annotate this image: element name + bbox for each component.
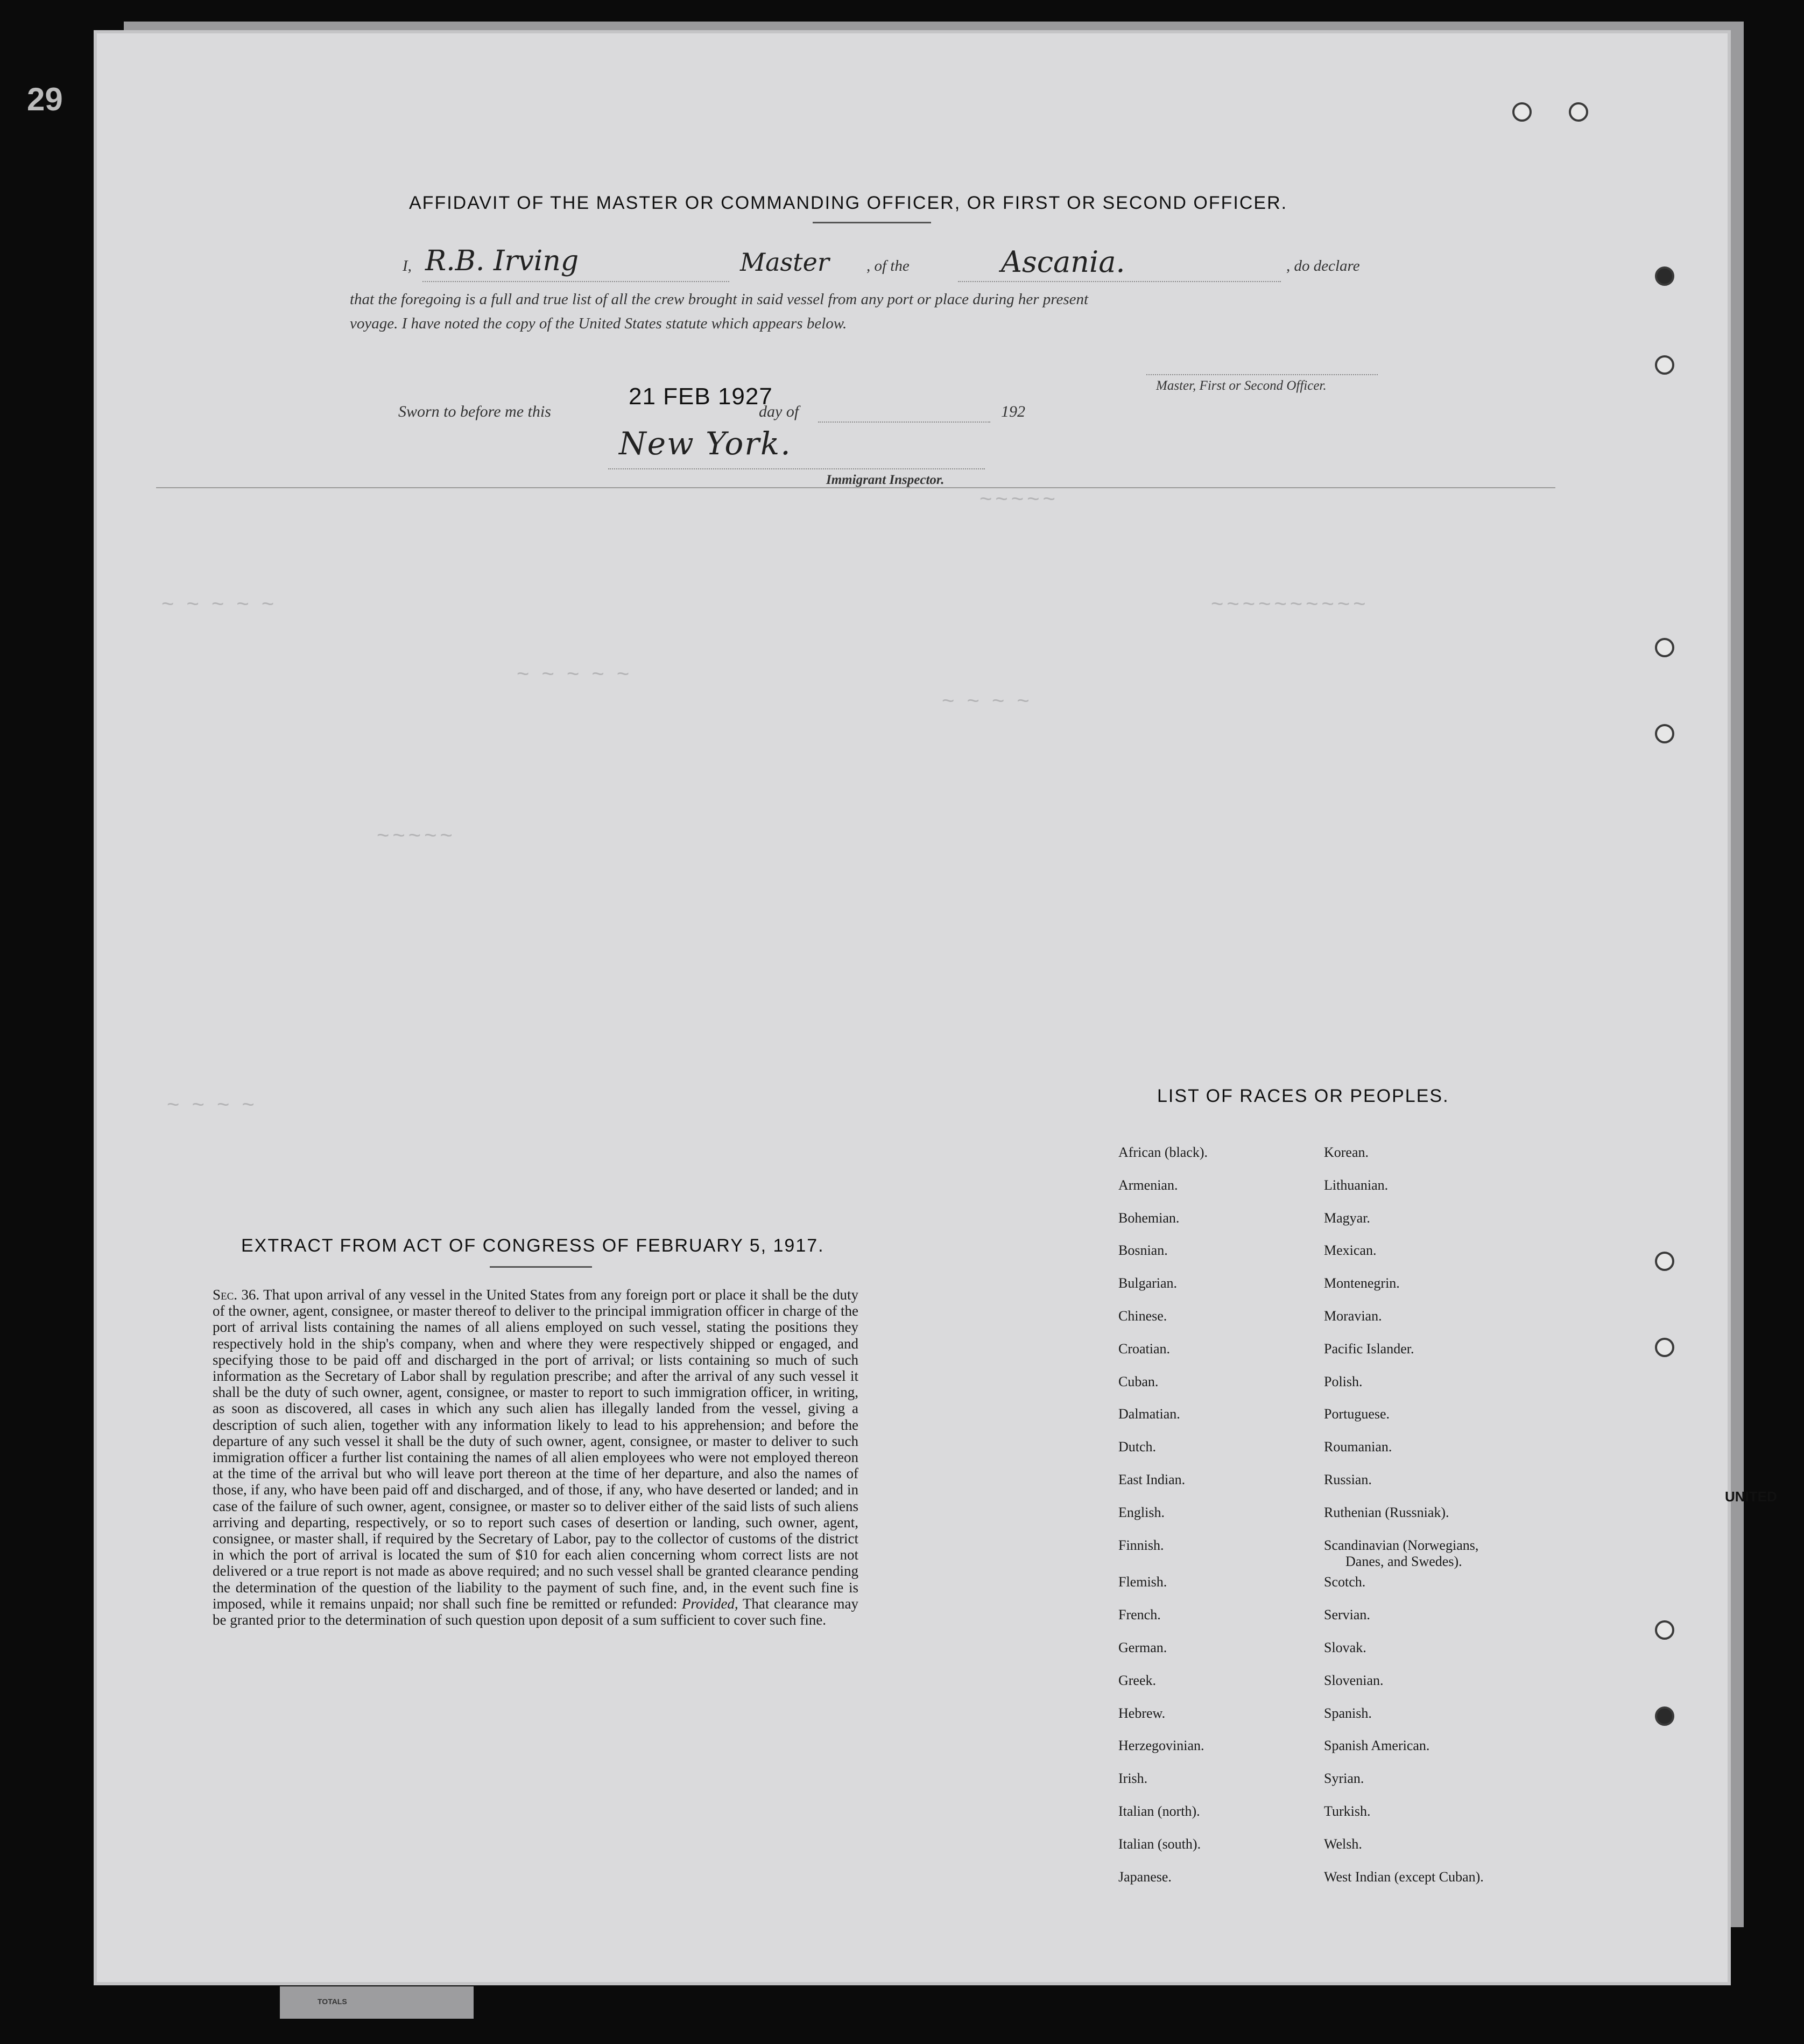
race-item: Portuguese. — [1324, 1406, 1390, 1422]
race-item: Flemish. — [1118, 1574, 1167, 1590]
race-item: Chinese. — [1118, 1308, 1167, 1324]
inspector-label: Immigrant Inspector. — [826, 473, 945, 487]
race-item: Greek. — [1118, 1672, 1157, 1688]
race-item: Welsh. — [1324, 1836, 1362, 1852]
of-the-label: , of the — [866, 257, 910, 275]
bleed-through-mark: ~ ~ ~ ~ — [942, 689, 1033, 713]
race-item: Italian (north). — [1118, 1803, 1200, 1819]
signer-label: Master, First or Second Officer. — [1156, 378, 1327, 393]
race-item: English. — [1118, 1504, 1165, 1520]
race-item: Slovak. — [1324, 1640, 1366, 1655]
title-underline — [813, 222, 931, 223]
race-item: Polish. — [1324, 1373, 1363, 1389]
race-item: Armenian. — [1118, 1177, 1178, 1193]
punch-hole-icon — [1655, 355, 1674, 375]
punch-hole-icon — [1655, 1706, 1674, 1726]
race-item: Herzegovinian. — [1118, 1738, 1204, 1754]
name-line — [422, 281, 729, 282]
race-item: Pacific Islander. — [1324, 1340, 1414, 1357]
rank-handwritten: Master — [740, 248, 829, 277]
corner-page-number: 29 — [27, 81, 63, 117]
bleed-through-mark: ~ ~ ~ ~ — [167, 1093, 258, 1116]
race-item: Scandinavian (Norwegians, — [1324, 1537, 1479, 1553]
race-item: Ruthenian (Russniak). — [1324, 1504, 1449, 1520]
extract-title: EXTRACT FROM ACT OF CONGRESS OF FEBRUARY 5, 1917. — [241, 1235, 825, 1256]
affidavit-line-3: voyage. I have noted the copy of the United States statute which appears below. — [350, 315, 847, 332]
race-item: Slovenian. — [1324, 1672, 1384, 1688]
bleed-through-mark: ~~~~~ — [979, 487, 1059, 511]
race-item: Bohemian. — [1118, 1210, 1180, 1226]
date-stamp: 21 FEB 1927 — [629, 383, 773, 410]
race-item: Turkish. — [1324, 1803, 1371, 1819]
race-item: Magyar. — [1324, 1210, 1370, 1226]
race-item: Irish. — [1118, 1771, 1148, 1787]
year-prefix: 192 — [1001, 403, 1025, 420]
race-item: Croatian. — [1118, 1340, 1171, 1357]
vessel-name-handwritten: Ascania. — [1001, 245, 1125, 279]
affidavit-line-2: that the foregoing is a full and true list of all the crew brought in said vessel from any port or place during her present — [350, 291, 1089, 308]
statute-body-end: That clearance may be granted prior to the determination of such question upon deposit of a sum sufficient to cover such fine. — [213, 1595, 859, 1628]
punch-hole-icon — [1655, 1252, 1674, 1271]
race-item: Syrian. — [1324, 1771, 1364, 1787]
race-item: Mexican. — [1324, 1242, 1377, 1259]
race-item: Japanese. — [1118, 1869, 1172, 1885]
bleed-through-mark: ~ ~ ~ ~ ~ — [161, 592, 278, 616]
race-item: Cuban. — [1118, 1373, 1159, 1389]
race-item: Lithuanian. — [1324, 1177, 1389, 1193]
race-item: Hebrew. — [1118, 1705, 1166, 1721]
race-item: Danes, and Swedes). — [1345, 1553, 1462, 1569]
extract-underline — [490, 1266, 592, 1268]
race-item: African (black). — [1118, 1144, 1208, 1160]
race-item: Finnish. — [1118, 1537, 1164, 1553]
statute-body: That upon arrival of any vessel in the United States from any foreign port or place it shall be the duty of the owner, agent, consignee, or master thereof to deliver to the principal immigration officer in charge of the port of arrival lists containing the names of all aliens employed on such vessel, stating the positions they respectively hold in the ship's company, when and where they were respectively shipped or engaged, and specifying those to be paid off and discharged in the port of arrival; or lists containing so much of such information as the Secretary of Labor shall by regulation prescribe; and after the arrival of any such vessel it shall be the duty of such owner, agent, consignee, or master to report to such immigration officer, in writing, as soon as discovered, all cases in which any such alien has illegally landed from the vessel, giving a description of such alien, together with any information likely to lead to his apprehension; and before the departure of any such vessel it shall be the duty of such owner, agent, consignee, or master to deliver to such immigration officer a further list containing the names of all alien employees who were not employed thereon at the time of the arrival but who will leave port thereon at the time of her departure, and also the names of those, if any, who have been paid off and discharged, and of those, if any, who have deserted or landed; and in case of the failure of such owner, agent, consignee, or master so to deliver either of the said lists of such aliens arriving and departing, respectively, or so to report such cases of desertion or landing, such owner, agent, consignee, or master shall, if required by the Secretary of Labor, pay to the collector of customs of the district in which the port of arrival is located the sum of $10 for each alien concerning whom correct lists are not delivered or a true report is not made as above required; and no such vessel shall be granted clearance pending the determination of the question of the liability to the payment of such fine, and, in the event such fine is imposed, while it remains unpaid; nor shall such fine be remitted or refunded: — [213, 1287, 859, 1612]
race-item: Italian (south). — [1118, 1836, 1201, 1852]
punch-hole-icon — [1655, 1338, 1674, 1357]
statute-section: Sec. 36. — [213, 1287, 260, 1303]
torn-page-edge — [280, 1986, 474, 2019]
punch-hole-icon — [1655, 266, 1674, 286]
race-item: Spanish. — [1324, 1705, 1372, 1721]
master-name-handwritten: R.B. Irving — [425, 245, 579, 277]
race-item: Bosnian. — [1118, 1242, 1168, 1259]
affidavit-i: I, — [403, 257, 412, 275]
race-item: Korean. — [1324, 1144, 1369, 1160]
race-item: Dalmatian. — [1118, 1406, 1180, 1422]
place-handwritten: New York. — [619, 425, 792, 462]
race-item: Spanish American. — [1324, 1738, 1430, 1754]
section-divider — [156, 487, 1555, 488]
bleed-through-mark: ~~~~~ — [377, 824, 456, 847]
race-item: Dutch. — [1118, 1439, 1157, 1455]
sworn-prefix: Sworn to before me this — [398, 403, 551, 420]
race-item: French. — [1118, 1607, 1161, 1623]
punch-hole-icon — [1655, 638, 1674, 657]
affidavit-title: AFFIDAVIT OF THE MASTER OR COMMANDING OFFICER, OR FIRST OR SECOND OFFICER. — [409, 193, 1288, 213]
race-item: Scotch. — [1324, 1574, 1366, 1590]
race-item: Moravian. — [1324, 1308, 1382, 1324]
day-of-label: day of — [759, 403, 799, 420]
bleed-through-mark: ~ ~ ~ ~ ~ — [517, 662, 633, 686]
inspector-signature-line — [608, 468, 985, 469]
races-title: LIST OF RACES OR PEOPLES. — [1157, 1086, 1449, 1106]
punch-hole-icon — [1512, 102, 1532, 122]
vessel-line — [958, 281, 1281, 282]
race-item: Bulgarian. — [1118, 1275, 1178, 1291]
punch-hole-icon — [1655, 724, 1674, 743]
bleed-through-mark: ~~~~~~~~~~ — [1211, 592, 1369, 616]
month-line — [818, 422, 990, 423]
footer-totals-label: TOTALS — [318, 1997, 347, 2006]
race-item: German. — [1118, 1640, 1167, 1655]
race-item: West Indian (except Cuban). — [1324, 1869, 1484, 1885]
race-item: Montenegrin. — [1324, 1275, 1400, 1291]
edge-stamp-text: UNITED — [1725, 1488, 1777, 1505]
punch-hole-icon — [1569, 102, 1588, 122]
race-item: Russian. — [1324, 1472, 1372, 1487]
statute-provided: Provided, — [681, 1595, 738, 1612]
race-item: Servian. — [1324, 1607, 1370, 1623]
document-page — [97, 33, 1728, 1982]
statute-text — [213, 1287, 858, 1628]
do-declare-label: , do declare — [1286, 257, 1360, 275]
signature-line — [1146, 374, 1378, 375]
race-item: Roumanian. — [1324, 1439, 1392, 1455]
punch-hole-icon — [1655, 1620, 1674, 1640]
race-item: East Indian. — [1118, 1472, 1186, 1487]
